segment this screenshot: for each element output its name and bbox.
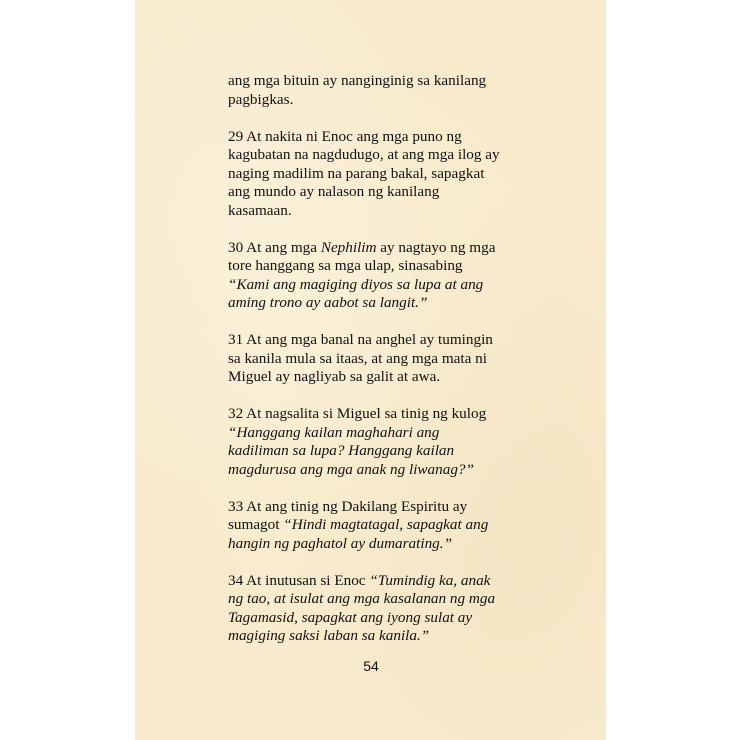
verse-paragraph [228,128,528,221]
text-line [228,257,528,276]
text-line [228,72,528,91]
text-run: 33 At ang tinig ng Dakilang Espiritu ay [228,497,468,515]
text-run: 30 At ang mga [228,238,321,256]
text-run: naging madilim na parang bakal, sapagkat [228,164,485,182]
text-line [228,146,528,165]
verse-paragraph [228,498,528,554]
text-line [228,405,528,424]
text-line [228,128,528,147]
text-run: sa kanila mula sa itaas, at ang mga mata ni [228,349,487,367]
text-run: ay nagtayo ng mga [376,238,496,256]
text-line [228,461,528,480]
text-line [228,331,528,350]
text-run: kagubatan na nagdudugo, at ang mga ilog ay [228,146,500,163]
verse-paragraph [228,239,528,313]
text-line [228,183,528,202]
italic-text-run: aming trono ay aabot sa langit.” [228,294,428,311]
text-run: 31 At ang mga banal na anghel ay tumingin [228,331,493,348]
text-line [228,590,528,609]
text-line [228,442,528,461]
text-line [228,202,528,221]
text-run: pagbigkas. [228,90,294,108]
italic-text-run: “Kami ang magiging diyos sa lupa at ang [228,275,484,293]
text-run: kasamaan. [228,201,292,219]
italic-text-run: “Hanggang kailan maghahari ang [228,423,440,441]
italic-text-run: “Tumindig ka, anak [369,571,491,589]
italic-text-run: magiging saksi laban sa kanila.” [228,627,430,644]
italic-text-run: magdurusa ang mga anak ng liwanag?” [228,460,474,478]
text-line [228,572,528,591]
italic-text-run: ng tao, at isulat ang mga kasalanan ng mga [228,590,496,607]
text-line [228,91,528,110]
text-line [228,627,528,646]
text-run: 32 At nagsalita si Miguel sa tinig ng kulog [228,405,487,422]
italic-text-run: hangin ng paghatol ay dumarating.” [228,534,453,552]
verse-text-block [228,72,528,664]
text-run: 34 At inutusan si Enoc [228,571,370,589]
text-run: sumagot [228,516,284,533]
text-line [228,424,528,443]
text-line [228,350,528,369]
text-run: 29 At nakita ni Enoc ang mga puno ng [228,127,462,145]
verse-paragraph [228,331,528,387]
italic-text-run: kadiliman sa lupa? Hanggang kailan [228,442,455,459]
verse-paragraph [228,405,528,479]
italic-text-run: Nephilim [320,238,377,256]
text-line [228,498,528,517]
text-line [228,294,528,313]
text-line [228,276,528,295]
text-line [228,165,528,184]
italic-text-run: Tagamasid, sapagkat ang iyong sulat ay [228,608,473,626]
text-line [228,535,528,554]
text-run: ang mga bituin ay nanginginig sa kanilang [228,72,487,89]
italic-text-run: “Hindi magtatagal, sapagkat ang [283,516,489,533]
text-run: tore hanggang sa mga ulap, sinasabing [228,257,463,274]
text-run: ang mundo ay nalason ng kanilang [228,183,440,200]
text-line [228,516,528,535]
page-number: 54 [363,658,379,674]
text-run: Miguel ay nagliyab sa galit at awa. [228,368,441,385]
text-line [228,239,528,258]
verse-paragraph [228,72,528,109]
text-line [228,368,528,387]
verse-paragraph [228,572,528,646]
text-line [228,609,528,628]
